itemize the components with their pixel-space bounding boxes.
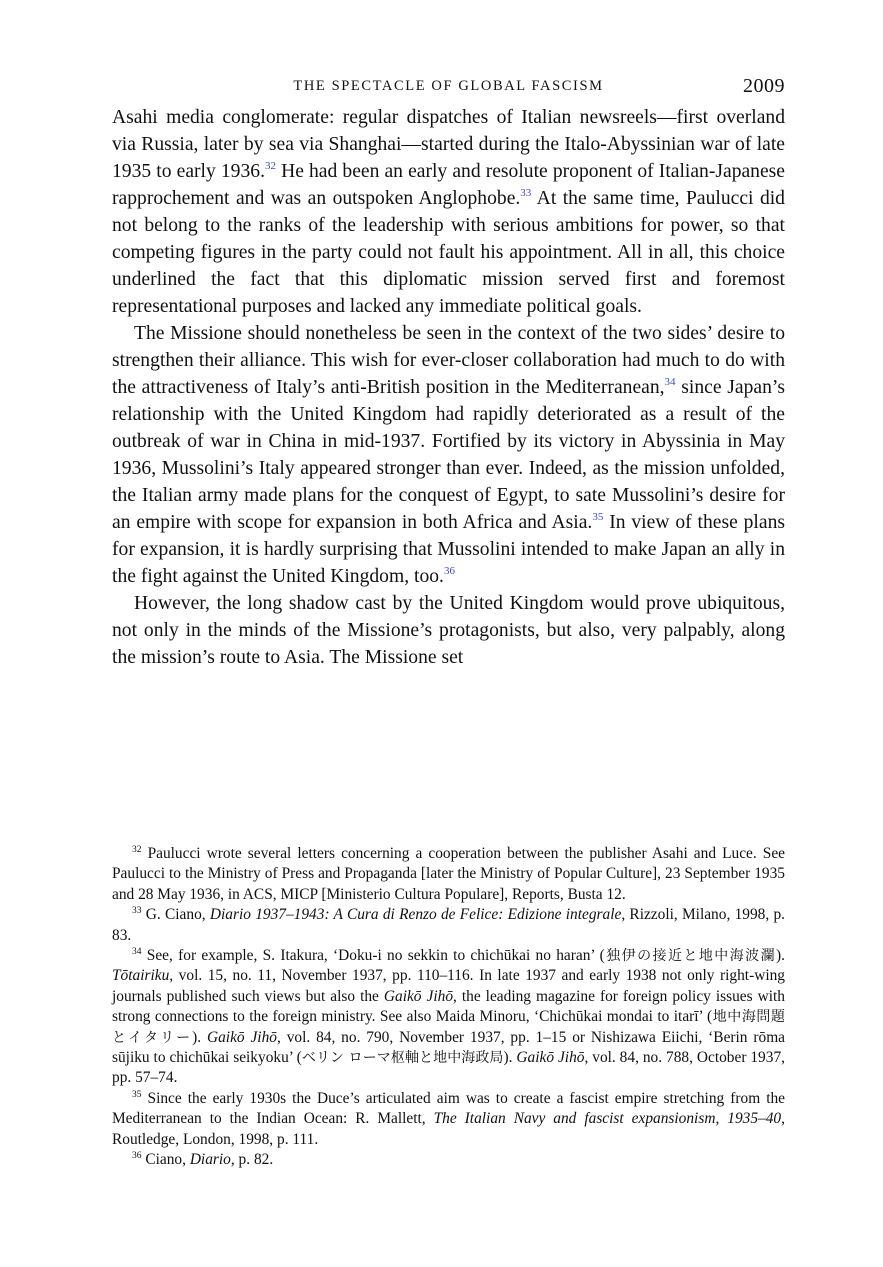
footnote-33-text-b: , Rizzoli, Milano, 1998, p. 83. [112,906,786,944]
footnote-34-cjk-3: ベリン ローマ枢軸と地中海政局 [301,1050,504,1067]
footnote-33-text-a: G. Ciano, [141,906,210,924]
footnote-36-text-b: , p. 82. [230,1151,274,1169]
footnote-32 [112,844,785,905]
footnote-number-34: 34 [132,947,142,958]
footnote-ref-36[interactable]: 36 [443,565,455,577]
paragraph-3 [112,590,785,671]
footnote-36 [112,1150,785,1170]
paragraph-2-text-3: In view of these plans for expansion, it is hardly surprising that Mussolini intended to make Japan an ally in the fight against the United Kingdom, too. [112,512,785,587]
footnote-34-cjk-1: 独伊の接近と地中海波瀾 [604,948,777,965]
footnote-35 [112,1089,785,1150]
footnote-34-text-b: ). [776,947,786,965]
paragraph-1-text-1: Asahi media conglomerate: regular dispatches of Italian newsreels—first overland via Russia, later by sea via Shanghai—started during the Italo-Abyssinian war of late 1935 to early 1936. [112,107,785,182]
footnote-34 [112,946,785,1089]
running-title: THE SPECTACLE OF GLOBAL FASCISM [293,78,604,94]
page-number: 2009 [743,75,785,97]
paragraph-2-text-1: The Missione should nonetheless be seen in the context of the two sides’ desire to strengthen their alliance. This wish for ever-closer collaboration had much to do with the attractiveness of Italy’s anti-British position in the Mediterranean, [112,323,785,398]
body-text [112,104,785,671]
footnote-35-text-a: Since the early 1930s the Duce’s articulated aim was to create a fascist empire stretching from the Mediterranean to the Indian Ocean: R. Mallett, [112,1089,785,1128]
footnote-33 [112,905,785,946]
footnotes [112,844,785,1171]
footnote-34-journal-4: Gaikō Jihō [516,1049,585,1067]
footnote-34-text-a: See, for example, S. Itakura, ‘Doku-i no sekkin to chichūkai no haran’ ( [141,947,605,965]
footnote-36-title: Diario [189,1151,231,1169]
footnote-34-journal-1: Tōtairiku [112,967,170,985]
page-content [112,74,785,671]
footnote-36-text-a: Ciano, [141,1151,190,1169]
footnote-ref-35[interactable]: 35 [592,511,604,523]
footnote-ref-32[interactable]: 32 [264,160,276,172]
footnote-number-32: 32 [132,845,142,855]
footnote-35-text-b: , Routledge, London, 1998, p. 111. [112,1110,785,1148]
footnote-34-text-c: , vol. 15, no. 11, November 1937, pp. 110–116. In late 1937 and early 1938 not only right-wing journals published such views but also the [112,967,785,1005]
footnote-34-text-e: ). [192,1028,207,1046]
paragraph-1-text-2: He had been an early and resolute proponent of Italian-Japanese rapprochement and was an outspoken Anglophobe. [112,161,785,209]
footnote-34-text-g: ). [503,1049,517,1067]
footnote-number-35: 35 [132,1089,142,1100]
running-header [112,74,785,104]
footnote-32-text: Paulucci wrote several letters concerning a cooperation between the publisher Asahi and Luce. See Paulucci to the Ministry of Press and Propaganda [later the Ministry of Popular Culture], 23 September 1935 and 28 May 1936, in ACS, MICP [Ministerio Cultura Populare], Reports, Busta 12. [112,845,785,903]
footnote-34-text-h: , vol. 84, no. 788, October 1937, pp. 57–74. [112,1049,785,1087]
footnote-34-text-d: , the leading magazine for foreign policy issues with strong connections to the foreign ministry. See also Maida Minoru, ‘Chichūkai mondai to itarī’ ( [112,987,785,1026]
footnote-number-33: 33 [132,906,142,917]
footnote-number-36: 36 [132,1151,142,1162]
footnote-34-journal-2: Gaikō Jihō [383,987,454,1005]
paragraph-2 [112,320,785,590]
footnote-ref-34[interactable]: 34 [664,376,676,388]
footnote-34-journal-3: Gaikō Jihō [206,1028,277,1046]
footnote-35-title: The Italian Navy and fascist expansionism, 1935–40 [433,1110,782,1128]
footnote-ref-33[interactable]: 33 [520,187,532,199]
paragraph-2-text-2: since Japan’s relationship with the United Kingdom had rapidly deteriorated as a result of the outbreak of war in China in mid-1937. Fortified by its victory in Abyssinia in May 1936, Mussolini’s Italy appeared stronger than ever. Indeed, as the mission unfolded, the Italian army made plans for the conquest of Egypt, to sate Mussolini’s desire for an empire with scope for expansion in both Africa and Asia. [112,377,785,533]
footnote-34-cjk-2: 地中海問題とイタリー [112,1009,786,1046]
footnote-33-title: Diario 1937–1943: A Cura di Renzo de Felice: Edizione integrale [209,906,622,924]
paragraph-1 [112,104,785,320]
paragraph-3-text-1: However, the long shadow cast by the United Kingdom would prove ubiquitous, not only in the minds of the Missione’s protagonists, but also, very palpably, along the mission’s route to Asia. The Missione set [112,593,785,668]
footnote-34-text-f: , vol. 84, no. 790, November 1937, pp. 1–15 or Nishizawa Eiichi, ‘Berin rōma sūjiku to chichūkai seikyoku’ ( [112,1028,785,1067]
paragraph-1-text-3: At the same time, Paulucci did not belong to the ranks of the leadership with serious ambitions for power, so that competing figures in the party could not fault his appointment. All in all, this choice underlined the fact that this diplomatic mission served first and foremost representational purposes and lacked any immediate political goals. [112,188,785,317]
